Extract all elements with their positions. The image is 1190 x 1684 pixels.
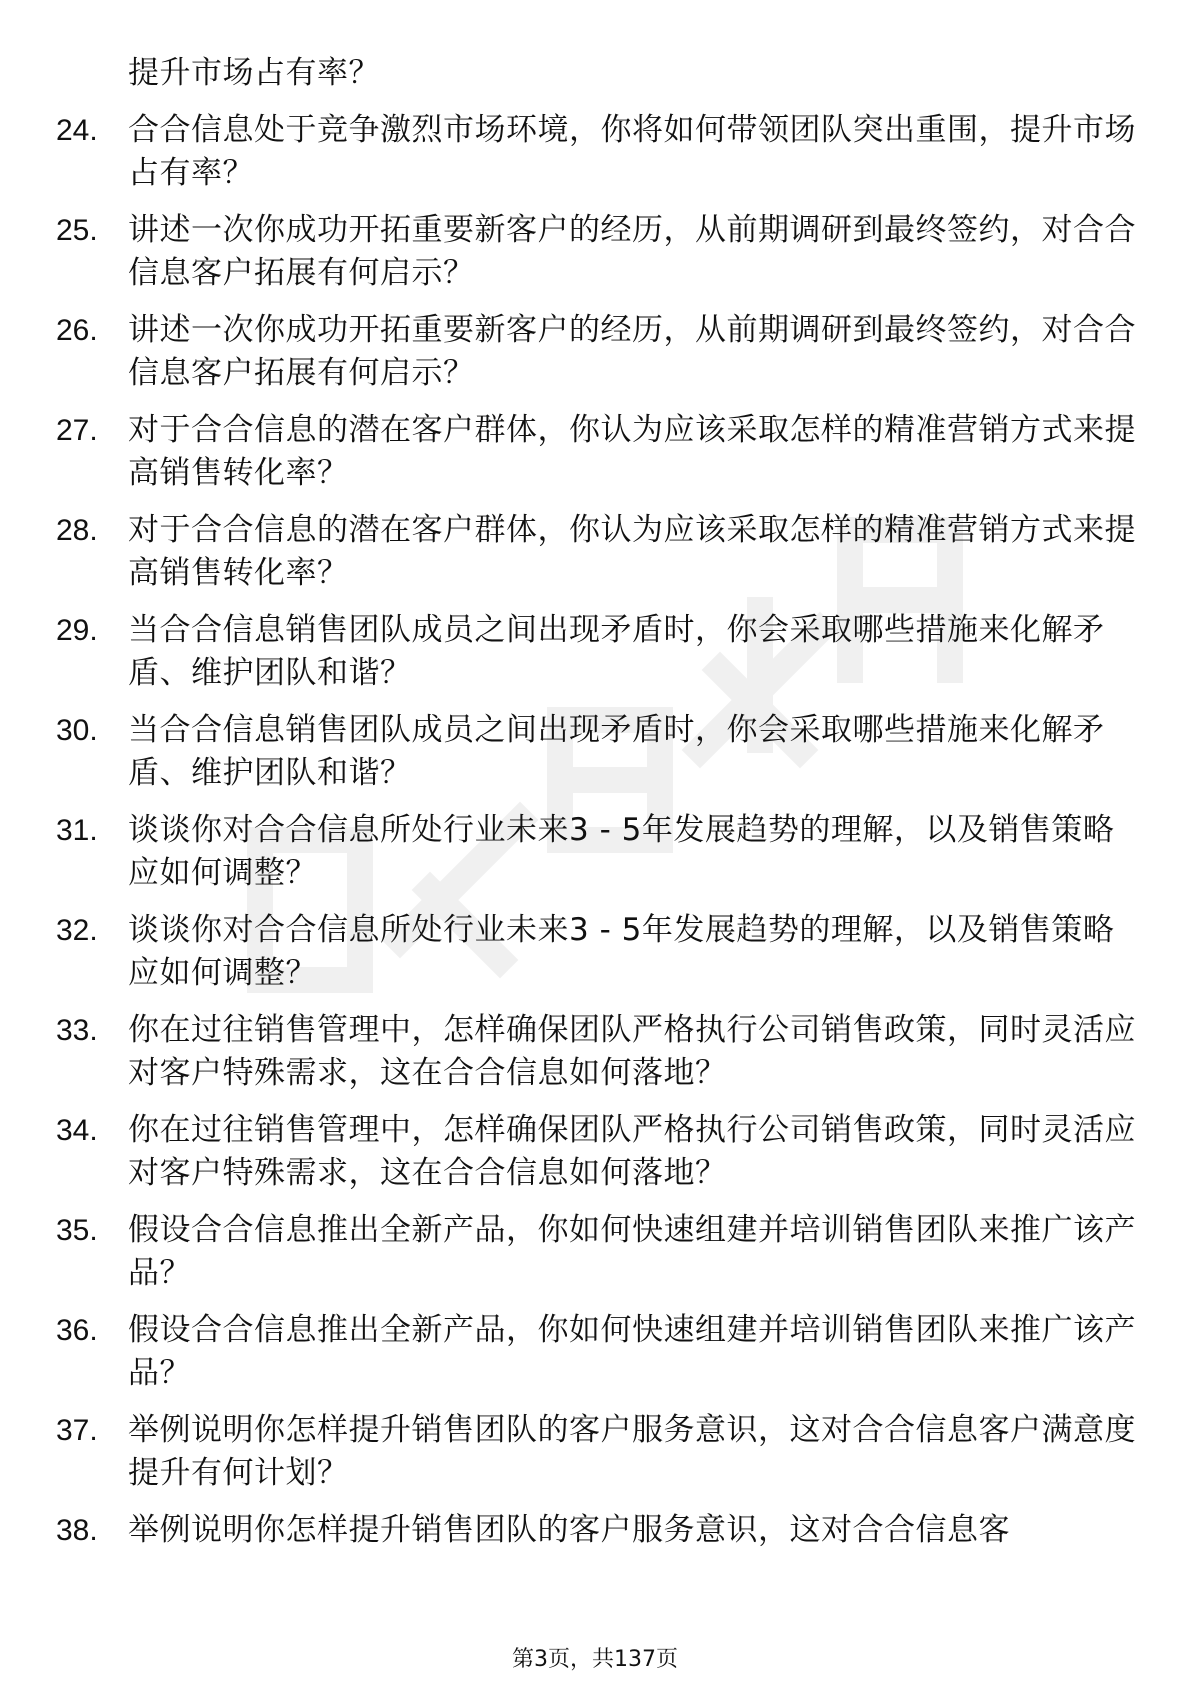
continuation-text: 提升市场占有率？ <box>128 55 380 91</box>
question-item <box>56 1409 1136 1495</box>
question-item <box>56 1509 1136 1552</box>
question-number: 29. <box>56 614 98 647</box>
question-item <box>56 1309 1136 1395</box>
question-item <box>56 209 1136 295</box>
question-text: 假设合合信息推出全新产品，你如何快速组建并培训销售团队来推广该产品？ <box>128 1312 1136 1391</box>
question-item <box>56 509 1136 595</box>
question-list <box>56 109 1136 1566</box>
question-text: 当合合信息销售团队成员之间出现矛盾时，你会采取哪些措施来化解矛盾、维护团队和谐？ <box>128 612 1105 691</box>
question-number: 38. <box>56 1514 98 1547</box>
question-number: 27. <box>56 414 98 447</box>
question-number: 37. <box>56 1414 98 1447</box>
question-item <box>56 1009 1136 1095</box>
question-item <box>56 609 1136 695</box>
question-item <box>56 809 1136 895</box>
question-text: 假设合合信息推出全新产品，你如何快速组建并培训销售团队来推广该产品？ <box>128 1212 1136 1291</box>
question-number: 24. <box>56 114 98 147</box>
question-text: 讲述一次你成功开拓重要新客户的经历，从前期调研到最终签约，对合合信息客户拓展有何启示？ <box>128 212 1136 291</box>
page-footer: 第3页，共137页 <box>512 1647 678 1672</box>
question-item <box>56 1209 1136 1295</box>
question-number: 36. <box>56 1314 98 1347</box>
continuation-line <box>56 52 1190 95</box>
question-number: 30. <box>56 714 98 747</box>
question-item <box>56 1109 1136 1195</box>
question-number: 34. <box>56 1114 98 1147</box>
question-text: 对于合合信息的潜在客户群体，你认为应该采取怎样的精准营销方式来提高销售转化率？ <box>128 412 1136 491</box>
question-item <box>56 409 1136 495</box>
question-text: 合合信息处于竞争激烈市场环境，你将如何带领团队突出重围，提升市场占有率？ <box>128 112 1136 191</box>
question-text: 当合合信息销售团队成员之间出现矛盾时，你会采取哪些措施来化解矛盾、维护团队和谐？ <box>128 712 1105 791</box>
question-text: 举例说明你怎样提升销售团队的客户服务意识，这对合合信息客户满意度提升有何计划？ <box>128 1412 1136 1491</box>
question-text: 对于合合信息的潜在客户群体，你认为应该采取怎样的精准营销方式来提高销售转化率？ <box>128 512 1136 591</box>
question-item <box>56 709 1136 795</box>
question-item <box>56 109 1136 195</box>
question-number: 28. <box>56 514 98 547</box>
question-number: 35. <box>56 1214 98 1247</box>
question-item <box>56 909 1136 995</box>
question-text: 讲述一次你成功开拓重要新客户的经历，从前期调研到最终签约，对合合信息客户拓展有何启示？ <box>128 312 1136 391</box>
question-number: 33. <box>56 1014 98 1047</box>
question-text: 你在过往销售管理中，怎样确保团队严格执行公司销售政策，同时灵活应对客户特殊需求，这在合合信息如何落地？ <box>128 1012 1136 1091</box>
question-text: 谈谈你对合合信息所处行业未来3 - 5年发展趋势的理解，以及销售策略应如何调整？ <box>128 812 1115 891</box>
question-text: 谈谈你对合合信息所处行业未来3 - 5年发展趋势的理解，以及销售策略应如何调整？ <box>128 912 1115 991</box>
question-text: 举例说明你怎样提升销售团队的客户服务意识，这对合合信息客 <box>128 1512 1010 1548</box>
question-number: 25. <box>56 214 98 247</box>
question-text: 你在过往销售管理中，怎样确保团队严格执行公司销售政策，同时灵活应对客户特殊需求，这在合合信息如何落地？ <box>128 1112 1136 1191</box>
question-number: 31. <box>56 814 98 847</box>
question-item <box>56 309 1136 395</box>
question-number: 26. <box>56 314 98 347</box>
question-number: 32. <box>56 914 98 947</box>
